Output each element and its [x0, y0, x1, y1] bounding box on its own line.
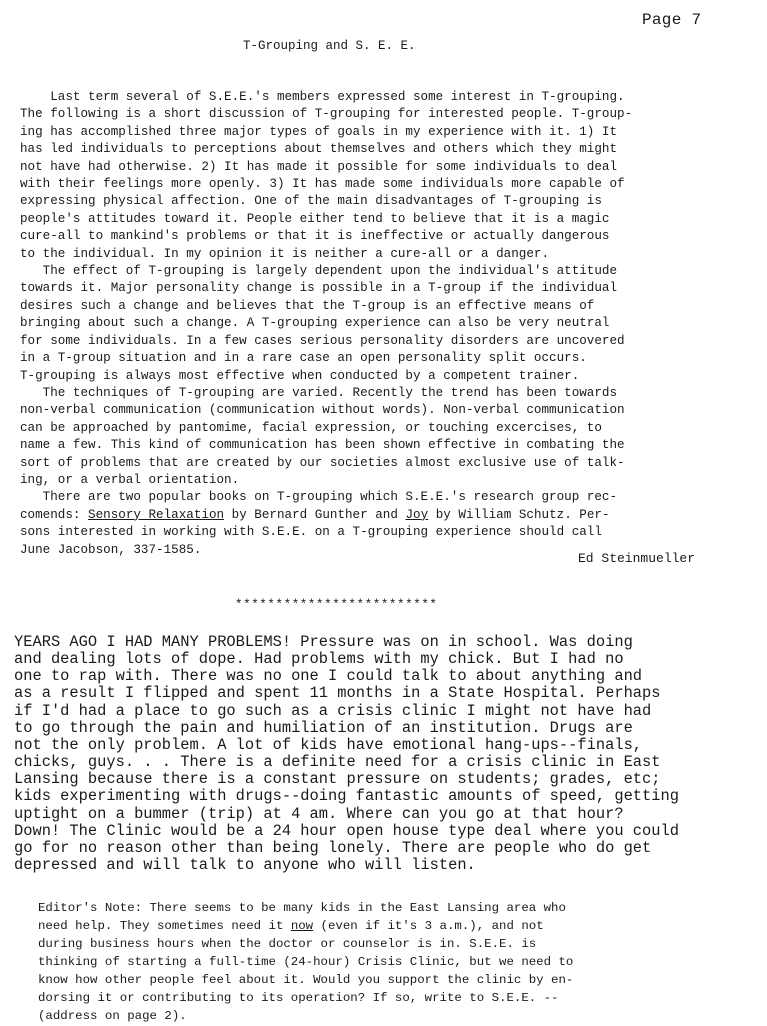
story-line: chicks, guys. . . There is a definite need for a crisis clinic in East	[14, 753, 661, 772]
article-signature: Ed Steinmueller	[578, 551, 696, 566]
editor-line: (address on page 2).	[38, 1009, 187, 1023]
article-line: There are two popular books on T-grouping which S.E.E.'s research group rec-	[20, 490, 618, 505]
article-line: The techniques of T-grouping are varied. Recently the trend has been towards	[20, 385, 618, 400]
article-body	[20, 89, 710, 489]
story-line: not the only problem. A lot of kids have emotional hang-ups--finals,	[14, 735, 643, 754]
story-line: kids experimenting with drugs--doing fantastic amounts of speed, getting	[14, 787, 679, 806]
story-line: one to rap with. There was no one I could talk to about anything and	[14, 667, 643, 686]
article-text: by William Schutz. Per-	[428, 507, 610, 522]
article-line: ing, or a verbal orientation.	[20, 472, 240, 487]
book-title-joy: Joy	[405, 507, 429, 522]
article-line: The following is a short discussion of T-grouping for interested people. T-group-	[20, 107, 633, 122]
editor-line: Editor's Note: There seems to be many kids in the East Lansing area who	[38, 901, 566, 915]
article-title: T-Grouping and S. E. E.	[243, 39, 416, 53]
article-line: sort of problems that are created by our societies almost exclusive use of talk-	[20, 455, 625, 470]
editor-line: know how other people feel about it. Would you support the clinic by en-	[38, 973, 574, 987]
section-divider: *************************	[235, 598, 438, 612]
t-grouping-article	[20, 89, 710, 559]
article-text: by Bernard Gunther and	[224, 507, 406, 522]
editor-line: thinking of starting a full-time (24-hour) Crisis Clinic, but we need to	[38, 955, 574, 969]
article-line: for some individuals. In a few cases serious personality disorders are uncovered	[20, 333, 625, 348]
article-line: cure-all to mankind's problems or that it is ineffective or actually dangerous	[20, 229, 610, 244]
article-line: The effect of T-grouping is largely dependent upon the individual's attitude	[20, 264, 618, 279]
article-line: Last term several of S.E.E.'s members expressed some interest in T-grouping.	[20, 90, 625, 104]
story-line: Lansing because there is a constant pressure on students; grades, etc;	[14, 770, 661, 789]
article-line: bringing about such a change. A T-grouping experience can also be very neutral	[20, 316, 610, 331]
article-line: people's attitudes toward it. People either tend to believe that it is a magic	[20, 211, 610, 226]
story-line: as a result I flipped and spent 11 months in a State Hospital. Perhaps	[14, 684, 661, 703]
article-line: has led individuals to perceptions about themselves and others which they might	[20, 142, 618, 157]
article-line	[20, 507, 710, 524]
story-line: depressed and will talk to anyone who will listen.	[14, 856, 476, 875]
editor-body	[38, 935, 688, 1025]
story-body	[14, 634, 759, 874]
article-line: ing has accomplished three major types of goals in my experience with it. 1) It	[20, 124, 618, 139]
editors-note	[38, 899, 688, 1025]
editor-line: dorsing it or contributing to its operation? If so, write to S.E.E. --	[38, 991, 559, 1005]
article-line: not have had otherwise. 2) It has made it possible for some individuals to deal	[20, 159, 618, 174]
crisis-clinic-story	[14, 634, 759, 874]
story-line: Down! The Clinic would be a 24 hour open house type deal where you could	[14, 821, 679, 840]
story-line: YEARS AGO I HAD MANY PROBLEMS! Pressure was on in school. Was doing	[14, 633, 633, 651]
editor-line: during business hours when the doctor or counselor is in. S.E.E. is	[38, 937, 537, 951]
article-line: with their feelings more openly. 3) It has made some individuals more capable of	[20, 177, 625, 192]
article-line: can be approached by pantomime, facial expression, or touching excercises, to	[20, 420, 602, 435]
emphasis-now: now	[290, 919, 314, 933]
book-title-sensory-relaxation: Sensory Relaxation	[88, 507, 225, 522]
article-line: towards it. Major personality change is possible in a T-group if the individual	[20, 281, 618, 296]
story-line: uptight on a bummer (trip) at 4 am. Where can you go at that hour?	[14, 804, 624, 823]
article-line: non-verbal communication (communication without words). Non-verbal communication	[20, 403, 625, 418]
editor-text: need help. They sometimes need it	[38, 919, 291, 933]
article-line: name a few. This kind of communication has been shown effective in combating the	[20, 438, 625, 453]
article-line: sons interested in working with S.E.E. on a T-grouping experience should call	[20, 525, 602, 540]
article-line: June Jacobson, 337-1585.	[20, 542, 202, 557]
story-line: to go through the pain and humiliation of an institution. Drugs are	[14, 718, 633, 737]
article-line: desires such a change and believes that the T-group is an effective means of	[20, 298, 595, 313]
article-line: in a T-group situation and in a rare case an open personality split occurs.	[20, 351, 587, 366]
editor-line	[38, 917, 688, 935]
article-line: T-grouping is always most effective when conducted by a competent trainer.	[20, 368, 580, 383]
article-text: comends:	[20, 507, 89, 522]
story-line: go for no reason other than being lonely. There are people who do get	[14, 838, 652, 857]
page-number: Page 7	[642, 11, 702, 29]
story-line: and dealing lots of dope. Had problems with my chick. But I had no	[14, 650, 624, 669]
article-line: expressing physical affection. One of the main disadvantages of T-grouping is	[20, 194, 602, 209]
editor-text: (even if it's 3 a.m.), and not	[313, 919, 544, 933]
story-line: if I'd had a place to go such as a crisis clinic I might not have had	[14, 701, 652, 720]
article-line: to the individual. In my opinion it is neither a cure-all or a danger.	[20, 246, 550, 261]
